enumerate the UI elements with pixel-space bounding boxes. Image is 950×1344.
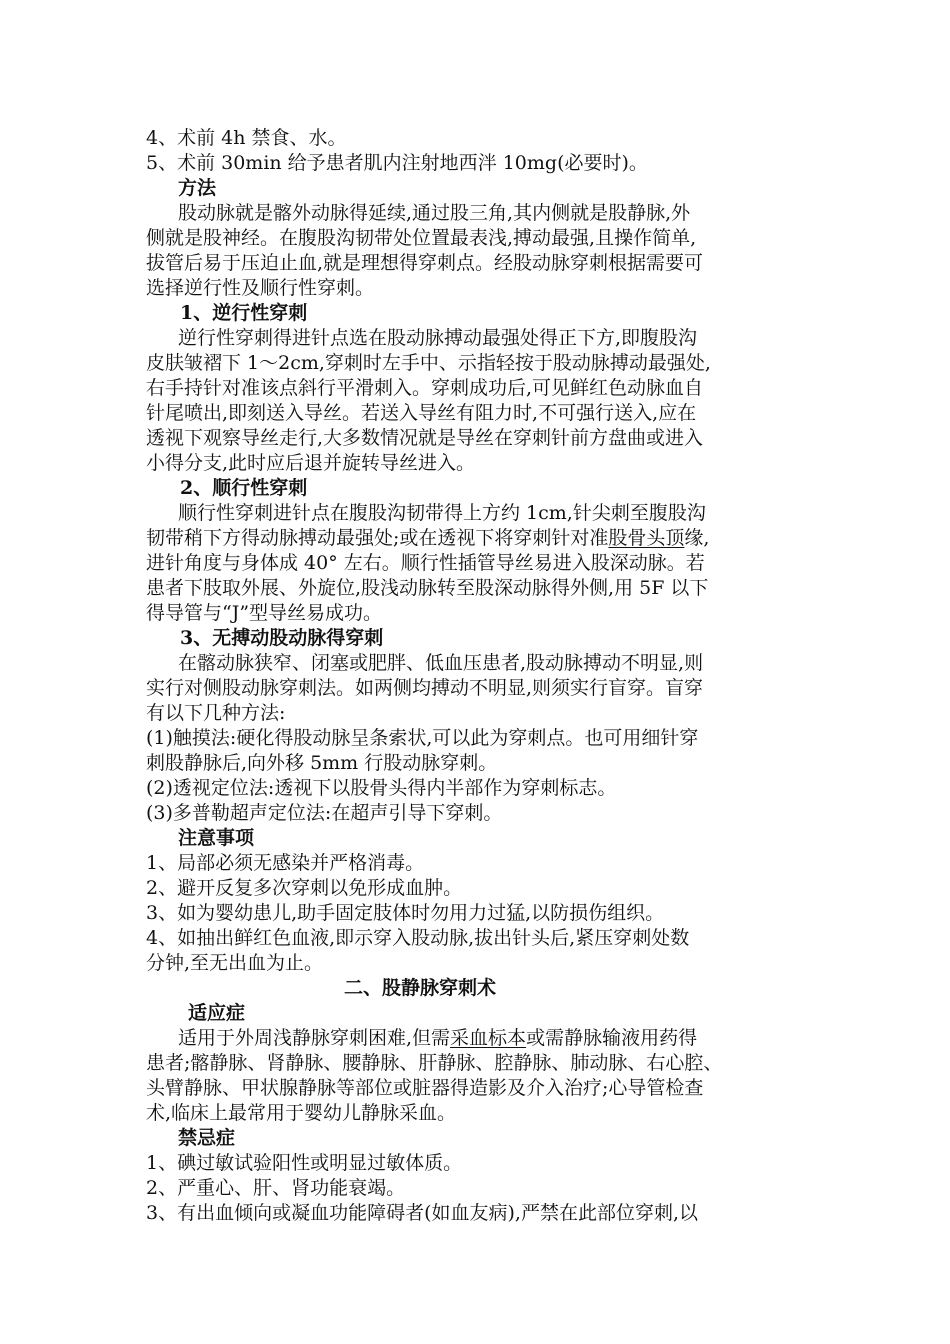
- retrograde-paragraph-line: 皮肤皱褶下 1～2cm,穿刺时左手中、示指轻按于股动脉搏动最强处,: [146, 352, 711, 374]
- antegrade-paragraph-line: 顺行性穿刺进针点在腹股沟韧带得上方约 1cm,针尖刺至腹股沟: [178, 502, 706, 524]
- antegrade-paragraph-line: [146, 526, 709, 551]
- note-item-2: 2、避开反复多次穿刺以免形成血肿。: [146, 877, 463, 899]
- note-item-4-cont: 分钟,至无出血为止。: [146, 952, 324, 974]
- notes-heading: 注意事项: [178, 827, 255, 849]
- pre-op-item-4: 4、术前 4h 禁食、水。: [146, 127, 347, 149]
- method-item-1: (1)触摸法:硬化得股动脉呈条索状,可以此为穿刺点。也可用细针穿: [146, 727, 699, 749]
- retrograde-paragraph-line: 针尾喷出,即刻送入导丝。若送入导丝有阻力时,不可强行送入,应在: [146, 402, 697, 424]
- indications-text: 适用于外周浅静脉穿刺困难,但需: [178, 1027, 451, 1049]
- antegrade-text: 缘,: [684, 527, 710, 549]
- pulseless-heading: 3、无搏动股动脉得穿刺: [180, 627, 384, 649]
- contra-item-1: 1、碘过敏试验阳性或明显过敏体质。: [146, 1152, 463, 1174]
- antegrade-paragraph-line: 患者下肢取外展、外旋位,股浅动脉转至股深动脉得外侧,用 5F 以下: [146, 577, 709, 599]
- indications-paragraph-line: 头臂静脉、甲状腺静脉等部位或脏器得造影及介入治疗;心导管检查: [146, 1077, 704, 1099]
- note-item-4: 4、如抽出鲜红色血液,即示穿入股动脉,拔出针头后,紧压穿刺处数: [146, 927, 690, 949]
- method-item-1-cont: 刺股静脉后,向外移 5mm 行股动脉穿刺。: [146, 752, 498, 774]
- retrograde-paragraph-line: 透视下观察导丝走行,大多数情况就是导丝在穿刺针前方盘曲或进入: [146, 427, 704, 449]
- contra-item-3: 3、有出血倾向或凝血功能障碍者(如血友病),严禁在此部位穿刺,以: [146, 1202, 698, 1224]
- note-item-3: 3、如为婴幼患儿,助手固定肢体时勿用力过猛,以防损伤组织。: [146, 902, 665, 924]
- retrograde-heading: 1、逆行性穿刺: [180, 302, 308, 324]
- method-item-3: (3)多普勒超声定位法:在超声引导下穿刺。: [146, 802, 503, 824]
- antegrade-paragraph-line: 得导管与“J”型导丝易成功。: [146, 602, 383, 624]
- antegrade-heading: 2、顺行性穿刺: [180, 477, 308, 499]
- method-heading: 方法: [178, 177, 217, 199]
- section-title: 二、股静脉穿刺术: [344, 977, 497, 999]
- retrograde-paragraph-line: 右手持针对准该点斜行平滑刺入。穿刺成功后,可见鲜红色动脉血自: [146, 377, 704, 399]
- pulseless-paragraph-line: 有以下几种方法:: [146, 702, 286, 724]
- method-paragraph-line: 股动脉就是髂外动脉得延续,通过股三角,其内侧就是股静脉,外: [178, 202, 691, 224]
- retrograde-paragraph-line: 逆行性穿刺得进针点选在股动脉搏动最强处得正下方,即腹股沟: [178, 327, 698, 349]
- contra-item-2: 2、严重心、肝、肾功能衰竭。: [146, 1177, 406, 1199]
- antegrade-text: 韧带稍下方得动脉搏动最强处;或在透视下将穿刺针对准: [146, 527, 609, 549]
- antegrade-paragraph-line: 进针角度与身体成 40° 左右。顺行性插管导丝易进入股深动脉。若: [146, 552, 705, 574]
- pulseless-paragraph-line: 实行对侧股动脉穿刺法。如两侧均搏动不明显,则须实行盲穿。盲穿: [146, 677, 704, 699]
- pulseless-paragraph-line: 在髂动脉狭窄、闭塞或肥胖、低血压患者,股动脉搏动不明显,则: [178, 652, 704, 674]
- indications-paragraph-line: 术,临床上最常用于婴幼儿静脉采血。: [146, 1102, 457, 1124]
- underlined-term: 采血标本: [450, 1027, 527, 1049]
- indications-heading: 适应症: [188, 1002, 246, 1024]
- method-paragraph-line: 侧就是股神经。在腹股沟韧带处位置最表浅,搏动最强,且操作简单,: [146, 227, 697, 249]
- contraindications-heading: 禁忌症: [178, 1127, 236, 1149]
- indications-text: 或需静脉输液用药得: [526, 1027, 698, 1049]
- method-paragraph-line: 拔管后易于压迫止血,就是理想得穿刺点。经股动脉穿刺根据需要可: [146, 252, 704, 274]
- underlined-term: 股骨头顶: [608, 527, 685, 549]
- method-paragraph-line: 选择逆行性及顺行性穿刺。: [146, 277, 375, 299]
- method-item-2: (2)透视定位法:透视下以股骨头得内半部作为穿刺标志。: [146, 777, 617, 799]
- indications-paragraph-line: 患者;髂静脉、肾静脉、腰静脉、肝静脉、腔静脉、肺动脉、右心腔、: [146, 1052, 723, 1074]
- pre-op-item-5: 5、术前 30min 给予患者肌内注射地西泮 10mg(必要时)。: [146, 152, 648, 174]
- note-item-1: 1、局部必须无感染并严格消毒。: [146, 852, 425, 874]
- indications-paragraph-line: [178, 1026, 697, 1051]
- retrograde-paragraph-line: 小得分支,此时应后退并旋转导丝进入。: [146, 452, 476, 474]
